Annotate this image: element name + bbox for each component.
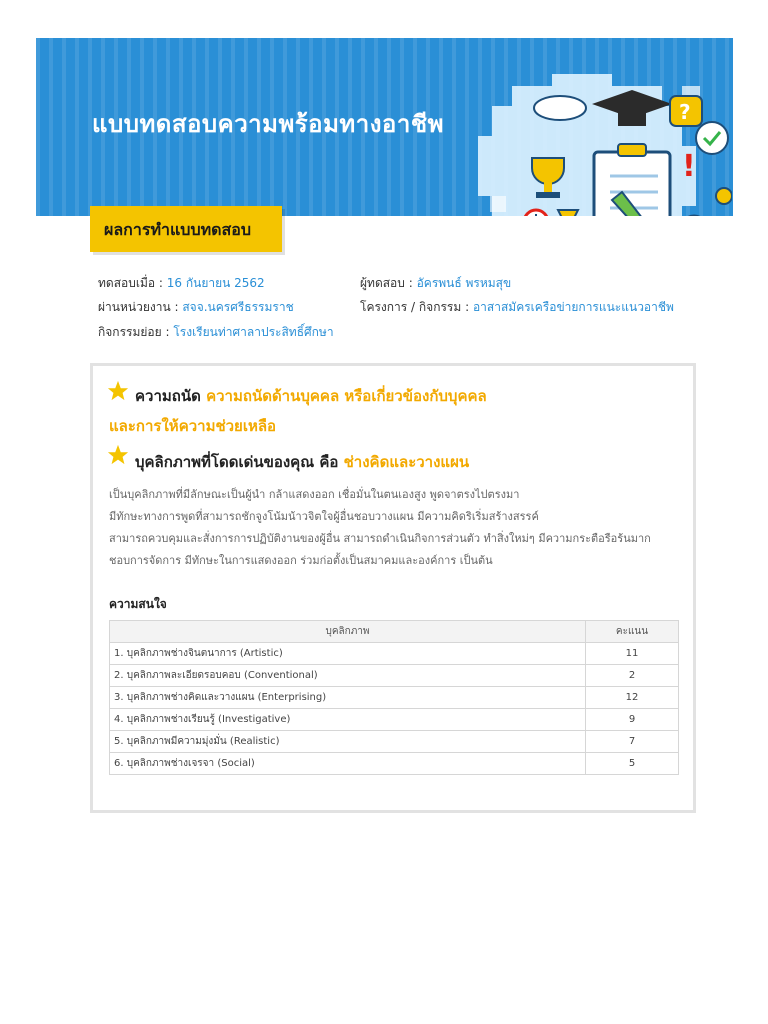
star-icon bbox=[107, 444, 129, 466]
personality-label: บุคลิกภาพที่โดดเด่นของคุณ คือ bbox=[135, 453, 339, 471]
personality-name: 3. บุคลิกภาพช่างคิดและวางแผน (Enterprising) bbox=[110, 687, 586, 709]
personality-score: 2 bbox=[586, 665, 679, 687]
personality-score: 9 bbox=[586, 709, 679, 731]
tester bbox=[360, 274, 511, 293]
column-header-personality: บุคลิกภาพ bbox=[110, 621, 586, 643]
career-illustration bbox=[472, 46, 732, 216]
description-line: ชอบการจัดการ มีทักษะในการแสดงออก ร่วมก่อตั้งเป็นสมาคมและองค์การ เป็นต้น bbox=[109, 554, 493, 567]
personality-name: 1. บุคลิกภาพช่างจินตนาการ (Artistic) bbox=[110, 643, 586, 665]
table-row bbox=[110, 643, 679, 665]
project-label: โครงการ / กิจกรรม : bbox=[360, 300, 470, 314]
subactivity-label: กิจกรรมย่อย : bbox=[98, 325, 170, 339]
test-date bbox=[98, 274, 265, 293]
table-row bbox=[110, 709, 679, 731]
personality-description bbox=[109, 484, 679, 572]
project bbox=[360, 298, 674, 317]
checkmark-icon bbox=[696, 122, 728, 154]
personality-score: 5 bbox=[586, 753, 679, 775]
personality-name: 4. บุคลิกภาพช่างเรียนรู้ (Investigative) bbox=[110, 709, 586, 731]
personality-name: 5. บุคลิกภาพมีความมุ่งมั่น (Realistic) bbox=[110, 731, 586, 753]
personality-name: 2. บุคลิกภาพละเอียดรอบคอบ (Conventional) bbox=[110, 665, 586, 687]
result-tab bbox=[90, 206, 282, 252]
test-date-value: 16 กันยายน 2562 bbox=[166, 276, 265, 290]
aptitude-value-line2: และการให้ความช่วยเหลือ bbox=[109, 417, 277, 435]
aptitude-label: ความถนัด bbox=[135, 387, 201, 405]
star-icon bbox=[107, 380, 129, 402]
personality-score: 12 bbox=[586, 687, 679, 709]
exclamation-icon: ! bbox=[682, 149, 696, 184]
result-tab-label: ผลการทำแบบทดสอบ bbox=[104, 220, 252, 239]
column-header-score: คะแนน bbox=[586, 621, 679, 643]
description-line: มีทักษะทางการพูดที่สามารถชักจูงโน้มน้าวจิตใจผู้อื่นชอบวางแผน มีความคิดริเริ่มสร้างสรรค์ bbox=[109, 510, 539, 523]
aptitude-heading bbox=[135, 384, 487, 408]
personality-name: 6. บุคลิกภาพช่างเจรจา (Social) bbox=[110, 753, 586, 775]
project-value: อาสาสมัครเครือข่ายการแนะแนวอาชีพ bbox=[472, 300, 674, 314]
table-row bbox=[110, 687, 679, 709]
interest-score-table bbox=[109, 620, 679, 775]
tester-value: อัครพนธ์ พรหมสุข bbox=[416, 276, 512, 290]
lightbulb-icon bbox=[716, 188, 732, 204]
page-title: แบบทดสอบความพร้อมทางอาชีพ bbox=[92, 110, 444, 138]
interests-heading: ความสนใจ bbox=[109, 597, 167, 611]
table-row bbox=[110, 731, 679, 753]
table-header-row bbox=[110, 621, 679, 643]
personality-score: 7 bbox=[586, 731, 679, 753]
subactivity-value: โรงเรียนท่าศาลาประสิทธิ์ศึกษา bbox=[173, 325, 334, 339]
trophy-icon bbox=[532, 158, 564, 184]
header-banner bbox=[36, 38, 733, 216]
aptitude-heading-line2 bbox=[109, 414, 276, 438]
subactivity bbox=[98, 323, 334, 342]
svg-text:?: ? bbox=[679, 100, 691, 124]
tester-label: ผู้ทดสอบ : bbox=[360, 276, 413, 290]
description-line: เป็นบุคลิกภาพที่มีลักษณะเป็นผู้นำ กล้าแสดงออก เชื่อมั่นในตนเองสูง พูดจาตรงไปตรงมา bbox=[109, 488, 520, 501]
agency-value: สจจ.นครศรีธรรมราช bbox=[182, 300, 294, 314]
test-date-label: ทดสอบเมื่อ : bbox=[98, 276, 163, 290]
result-card bbox=[90, 363, 696, 813]
table-row bbox=[110, 753, 679, 775]
personality-score: 11 bbox=[586, 643, 679, 665]
agency bbox=[98, 298, 294, 317]
table-row bbox=[110, 665, 679, 687]
description-line: สามารถควบคุมและสั่งการการปฏิบัติงานของผู้อื่น สามารถดำเนินกิจการส่วนตัว ทำสิ่งใหม่ๆ มีความกระตือรือร้นมาก bbox=[109, 532, 651, 545]
agency-label: ผ่านหน่วยงาน : bbox=[98, 300, 179, 314]
aptitude-value: ความถนัดด้านบุคคล หรือเกี่ยวข้องกับบุคคล bbox=[206, 387, 487, 405]
personality-heading bbox=[135, 450, 469, 474]
hourglass-icon bbox=[558, 210, 578, 216]
personality-value: ช่างคิดและวางแผน bbox=[343, 453, 470, 471]
